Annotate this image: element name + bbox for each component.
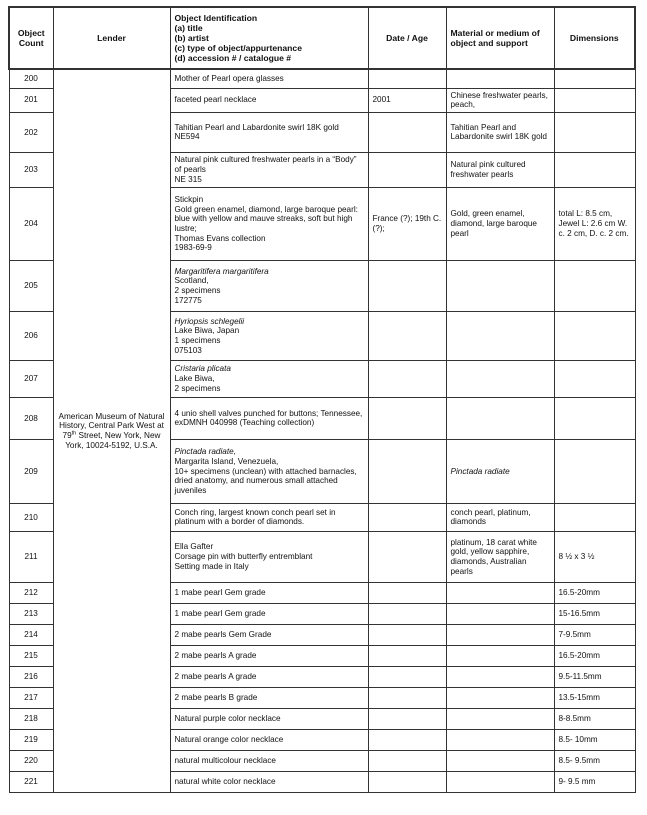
object-identification-cell bbox=[170, 88, 368, 112]
date-age-cell bbox=[368, 687, 446, 708]
material-cell: Chinese freshwater pearls, peach, bbox=[446, 88, 554, 112]
object-count-cell: 215 bbox=[9, 645, 53, 666]
material-cell bbox=[446, 360, 554, 397]
dimensions-cell bbox=[554, 88, 635, 112]
material-cell: conch pearl, platinum, diamonds bbox=[446, 503, 554, 531]
lender-cell bbox=[53, 69, 170, 792]
material-cell: Tahitian Pearl and Labardonite swirl 18K gold bbox=[446, 112, 554, 152]
dimensions-cell bbox=[554, 152, 635, 187]
identification-line: Natural orange color necklace bbox=[174, 735, 284, 744]
date-age-cell bbox=[368, 582, 446, 603]
material-cell bbox=[446, 666, 554, 687]
object-identification-cell bbox=[170, 750, 368, 771]
identification-line: faceted pearl necklace bbox=[174, 95, 257, 105]
lender-text: American Museum of Natural History, Central Park West at 79 bbox=[58, 411, 165, 440]
material-cell: Gold, green enamel, diamond, large baroque pearl bbox=[446, 187, 554, 260]
date-age-cell bbox=[368, 666, 446, 687]
dimensions-cell bbox=[554, 69, 635, 88]
identification-line: Natural purple color necklace bbox=[174, 714, 281, 723]
object-identification-cell bbox=[170, 603, 368, 624]
date-age-cell: 2001 bbox=[368, 88, 446, 112]
identification-line: 2 specimens bbox=[174, 383, 221, 393]
identification-line: exDMNH 040998 (Teaching collection) bbox=[174, 418, 315, 428]
material-cell bbox=[446, 582, 554, 603]
object-count-cell: 203 bbox=[9, 152, 53, 187]
identification-line: Corsage pin with butterfly entremblant bbox=[174, 552, 313, 561]
object-identification-cell bbox=[170, 666, 368, 687]
object-count-cell: 208 bbox=[9, 397, 53, 439]
table-body bbox=[9, 69, 635, 792]
object-identification-cell bbox=[170, 531, 368, 582]
object-identification-cell bbox=[170, 771, 368, 792]
material-cell bbox=[446, 69, 554, 88]
species-name: Margaritifera margaritifera bbox=[174, 266, 269, 276]
object-count-cell: 218 bbox=[9, 708, 53, 729]
object-count-cell: 216 bbox=[9, 666, 53, 687]
date-age-cell bbox=[368, 360, 446, 397]
object-identification-cell bbox=[170, 69, 368, 88]
dimensions-cell: 8.5- 10mm bbox=[554, 729, 635, 750]
object-count-cell: 211 bbox=[9, 531, 53, 582]
dimensions-cell: 7-9.5mm bbox=[554, 624, 635, 645]
date-age-cell bbox=[368, 729, 446, 750]
identification-line: Tahitian Pearl and Labardonite swirl 18K gold bbox=[174, 122, 339, 132]
identification-line: Margarita Island, Venezuela, bbox=[174, 456, 279, 466]
date-age-cell: France (?); 19th C. (?); bbox=[368, 187, 446, 260]
identification-line: Natural pink cultured freshwater pearls in a “Body” of pearls bbox=[174, 155, 357, 174]
object-identification-cell bbox=[170, 260, 368, 311]
lender-superscript: th bbox=[71, 430, 77, 437]
date-age-cell bbox=[368, 708, 446, 729]
dimensions-cell: 16.5-20mm bbox=[554, 645, 635, 666]
material-species-name: Pinctada radiate bbox=[450, 466, 510, 476]
species-name: Pinctada radiate, bbox=[174, 447, 236, 457]
identification-line: Setting made in Italy bbox=[174, 561, 249, 571]
identification-line: NE594 bbox=[174, 132, 200, 142]
identification-line: 172775 bbox=[174, 295, 202, 305]
object-count-cell: 213 bbox=[9, 603, 53, 624]
object-identification-cell bbox=[170, 582, 368, 603]
dimensions-cell: 15-16.5mm bbox=[554, 603, 635, 624]
dimensions-cell bbox=[554, 360, 635, 397]
identification-line: Gold green enamel, diamond, large baroque pearl: blue with yellow and mauve streaks, soft but high lustre; bbox=[174, 204, 358, 233]
object-identification-cell bbox=[170, 187, 368, 260]
species-name: Cristaria plicata bbox=[174, 364, 231, 374]
material-cell: Natural pink cultured freshwater pearls bbox=[446, 152, 554, 187]
dimensions-cell: 13.5-15mm bbox=[554, 687, 635, 708]
object-count-cell: 220 bbox=[9, 750, 53, 771]
date-age-cell bbox=[368, 311, 446, 360]
table-row bbox=[9, 69, 635, 88]
date-age-cell bbox=[368, 531, 446, 582]
object-count-cell: 212 bbox=[9, 582, 53, 603]
date-age-cell bbox=[368, 152, 446, 187]
identification-line: natural white color necklace bbox=[174, 777, 276, 786]
dimensions-cell bbox=[554, 260, 635, 311]
identification-line: 1 specimens bbox=[174, 335, 221, 345]
header-ident-line: (c) type of object/appurtenance bbox=[174, 43, 302, 54]
dimensions-cell bbox=[554, 311, 635, 360]
object-identification-cell bbox=[170, 708, 368, 729]
object-identification-cell bbox=[170, 112, 368, 152]
identification-line: natural multicolour necklace bbox=[174, 756, 276, 765]
object-count-cell: 200 bbox=[9, 69, 53, 88]
date-age-cell bbox=[368, 260, 446, 311]
dimensions-cell: total L: 8.5 cm, Jewel L: 2.6 cm W. c. 2 cm, D. c. 2 cm. bbox=[554, 187, 635, 260]
material-cell bbox=[446, 311, 554, 360]
date-age-cell bbox=[368, 397, 446, 439]
identification-line: Stickpin bbox=[174, 194, 204, 204]
dimensions-cell: 9.5-11.5mm bbox=[554, 666, 635, 687]
object-count-cell: 204 bbox=[9, 187, 53, 260]
identification-line: 075103 bbox=[174, 345, 202, 355]
date-age-cell bbox=[368, 603, 446, 624]
identification-line: Scotland, bbox=[174, 276, 209, 286]
date-age-cell bbox=[368, 503, 446, 531]
dimensions-cell: 8.5- 9.5mm bbox=[554, 750, 635, 771]
identification-line: 2 specimens bbox=[174, 285, 221, 295]
identification-line: 2 mabe pearls Gem Grade bbox=[174, 630, 272, 639]
object-count-cell: 206 bbox=[9, 311, 53, 360]
identification-line: Thomas Evans collection bbox=[174, 233, 266, 243]
dimensions-cell: 8 ½ x 3 ½ bbox=[554, 531, 635, 582]
header-row bbox=[9, 7, 635, 69]
date-age-cell bbox=[368, 750, 446, 771]
lender-text: Street, New York, New York, 10024-5192, U.S.A. bbox=[65, 430, 161, 450]
dimensions-cell: 16.5-20mm bbox=[554, 582, 635, 603]
species-name: Hyriopsis schlegelii bbox=[174, 316, 245, 326]
material-cell bbox=[446, 729, 554, 750]
header-dimensions: Dimensions bbox=[554, 7, 635, 69]
material-cell bbox=[446, 645, 554, 666]
object-count-cell: 219 bbox=[9, 729, 53, 750]
identification-line: Ella Gafter bbox=[174, 542, 214, 552]
material-cell bbox=[446, 624, 554, 645]
object-count-cell: 217 bbox=[9, 687, 53, 708]
object-count-cell: 209 bbox=[9, 439, 53, 503]
loan-objects-table bbox=[8, 6, 636, 793]
dimensions-cell: 9- 9.5 mm bbox=[554, 771, 635, 792]
material-cell bbox=[446, 397, 554, 439]
date-age-cell bbox=[368, 69, 446, 88]
identification-line: 4 unio shell valves punched for buttons; Tennessee, bbox=[174, 408, 363, 418]
object-identification-cell bbox=[170, 645, 368, 666]
object-count-cell: 207 bbox=[9, 360, 53, 397]
object-identification-cell bbox=[170, 360, 368, 397]
object-count-cell: 202 bbox=[9, 112, 53, 152]
identification-line: Conch ring, largest known conch pearl set in platinum with a border of diamonds. bbox=[174, 507, 336, 527]
object-count-cell: 214 bbox=[9, 624, 53, 645]
material-cell bbox=[446, 750, 554, 771]
material-cell bbox=[446, 603, 554, 624]
object-identification-cell bbox=[170, 397, 368, 439]
object-count-cell: 221 bbox=[9, 771, 53, 792]
identification-line: 2 mabe pearls A grade bbox=[174, 651, 257, 660]
date-age-cell bbox=[368, 771, 446, 792]
header-object-count: Object Count bbox=[9, 7, 53, 69]
dimensions-cell: 8-8.5mm bbox=[554, 708, 635, 729]
object-count-cell: 210 bbox=[9, 503, 53, 531]
dimensions-cell bbox=[554, 439, 635, 503]
object-identification-cell bbox=[170, 624, 368, 645]
header-material: Material or medium of object and support bbox=[446, 7, 554, 69]
header-ident-line: (b) artist bbox=[174, 32, 209, 43]
identification-line: Lake Biwa, Japan bbox=[174, 326, 240, 336]
material-cell bbox=[446, 771, 554, 792]
date-age-cell bbox=[368, 112, 446, 152]
material-cell bbox=[446, 439, 554, 503]
dimensions-cell bbox=[554, 397, 635, 439]
header-date-age: Date / Age bbox=[368, 7, 446, 69]
header-object-identification bbox=[170, 7, 368, 69]
dimensions-cell bbox=[554, 503, 635, 531]
dimensions-cell bbox=[554, 112, 635, 152]
material-cell: platinum, 18 carat white gold, yellow sapphire, diamonds, Australian pearls bbox=[446, 531, 554, 582]
object-identification-cell bbox=[170, 729, 368, 750]
material-cell bbox=[446, 260, 554, 311]
object-identification-cell bbox=[170, 687, 368, 708]
identification-line: 2 mabe pearls A grade bbox=[174, 672, 257, 681]
object-identification-cell bbox=[170, 152, 368, 187]
header-ident-line: (a) title bbox=[174, 22, 203, 33]
object-identification-cell bbox=[170, 439, 368, 503]
identification-line: 1983-69-9 bbox=[174, 243, 212, 253]
identification-line: Lake Biwa, bbox=[174, 374, 215, 383]
object-count-cell: 205 bbox=[9, 260, 53, 311]
identification-line: NE 315 bbox=[174, 174, 202, 184]
identification-line: 10+ specimens (unclean) with attached barnacles, dried anatomy, and numerous small attached juveniles bbox=[174, 466, 357, 495]
material-cell bbox=[446, 708, 554, 729]
object-identification-cell bbox=[170, 311, 368, 360]
header-ident-line: Object Identification bbox=[174, 12, 258, 23]
object-count-cell: 201 bbox=[9, 88, 53, 112]
header-lender: Lender bbox=[53, 7, 170, 69]
material-cell bbox=[446, 687, 554, 708]
object-identification-cell bbox=[170, 503, 368, 531]
date-age-cell bbox=[368, 439, 446, 503]
date-age-cell bbox=[368, 645, 446, 666]
header-ident-line: (d) accession # / catalogue # bbox=[174, 53, 292, 64]
identification-line: 1 mabe pearl Gem grade bbox=[174, 609, 266, 618]
identification-line: Mother of Pearl opera glasses bbox=[174, 73, 284, 83]
identification-line: 1 mabe pearl Gem grade bbox=[174, 588, 266, 597]
date-age-cell bbox=[368, 624, 446, 645]
identification-line: 2 mabe pearls B grade bbox=[174, 693, 258, 702]
